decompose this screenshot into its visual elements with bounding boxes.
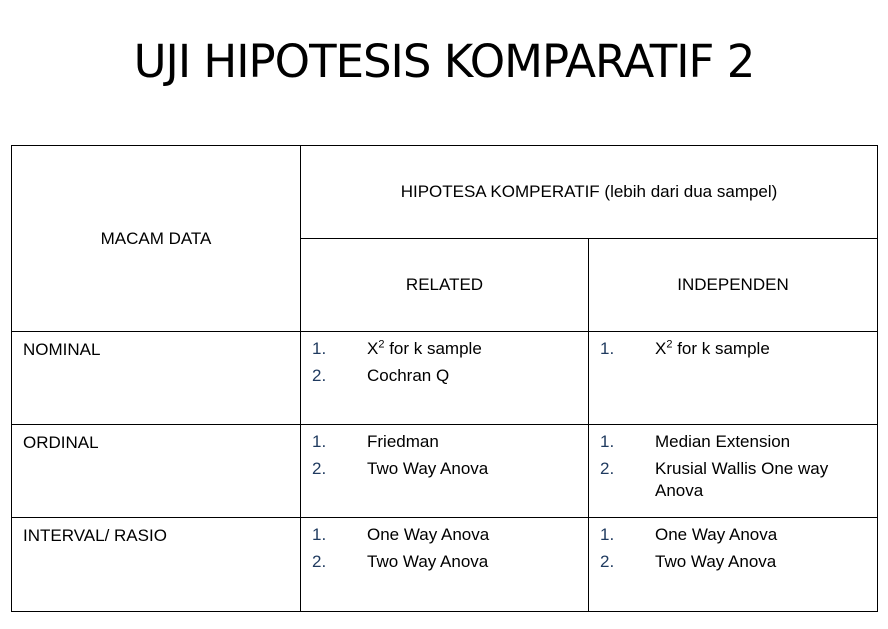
header-row-1	[12, 146, 878, 239]
superscript: 2	[378, 338, 385, 351]
list-text-post: for k sample	[672, 339, 770, 358]
list-number: 2.	[312, 552, 327, 571]
independen-list	[589, 431, 877, 502]
list-item	[589, 431, 877, 453]
list-number: 1.	[600, 432, 615, 451]
superscript: 2	[666, 338, 673, 351]
list-number: 1.	[312, 432, 327, 451]
list-item	[301, 431, 588, 453]
independen-cell	[589, 425, 878, 518]
list-item	[589, 338, 877, 360]
list-number: 2.	[312, 459, 327, 478]
list-text: Two Way Anova	[367, 552, 489, 571]
table-row-interval-rasio	[12, 518, 878, 612]
header-macam-data: MACAM DATA	[12, 146, 301, 332]
related-list	[301, 431, 588, 480]
table-row-ordinal	[12, 425, 878, 518]
list-item	[589, 458, 877, 502]
list-text: One Way Anova	[655, 525, 778, 544]
comparison-table	[11, 145, 878, 612]
list-item	[301, 524, 588, 546]
list-text-pre: X	[367, 339, 379, 358]
list-number: 1.	[312, 525, 327, 544]
related-list	[301, 524, 588, 573]
header-independen: INDEPENDEN	[589, 239, 878, 332]
independen-cell	[589, 518, 878, 612]
row-label: INTERVAL/ RASIO	[12, 518, 301, 612]
list-number: 1.	[312, 339, 327, 358]
related-list	[301, 338, 588, 387]
list-text: Two Way Anova	[655, 552, 777, 571]
list-text-post: for k sample	[384, 339, 482, 358]
related-cell	[301, 332, 589, 425]
related-cell	[301, 518, 589, 612]
list-item	[301, 551, 588, 573]
list-number: 2.	[312, 366, 327, 385]
list-text	[655, 338, 877, 360]
list-text-pre: X	[655, 339, 667, 358]
independen-list	[589, 524, 877, 573]
list-text: Friedman	[367, 432, 439, 451]
list-number: 2.	[600, 552, 615, 571]
header-related: RELATED	[301, 239, 589, 332]
list-text	[367, 338, 588, 360]
list-number: 1.	[600, 339, 615, 358]
list-item	[301, 458, 588, 480]
related-cell	[301, 425, 589, 518]
header-hipotesa: HIPOTESA KOMPERATIF (lebih dari dua sampel)	[301, 146, 878, 239]
independen-list	[589, 338, 877, 360]
row-label: NOMINAL	[12, 332, 301, 425]
list-item	[301, 338, 588, 360]
list-text: Cochran Q	[367, 366, 450, 385]
list-item	[589, 551, 877, 573]
independen-cell	[589, 332, 878, 425]
list-text: Krusial Wallis One way Anova	[655, 459, 829, 500]
row-label: ORDINAL	[12, 425, 301, 518]
list-number: 2.	[600, 459, 615, 478]
list-text: One Way Anova	[367, 525, 490, 544]
list-item	[301, 365, 588, 387]
page-title: UJI HIPOTESIS KOMPARATIF 2	[133, 35, 755, 88]
list-item	[589, 524, 877, 546]
list-number: 1.	[600, 525, 615, 544]
table-row-nominal	[12, 332, 878, 425]
list-text: Two Way Anova	[367, 459, 489, 478]
list-text: Median Extension	[655, 432, 791, 451]
